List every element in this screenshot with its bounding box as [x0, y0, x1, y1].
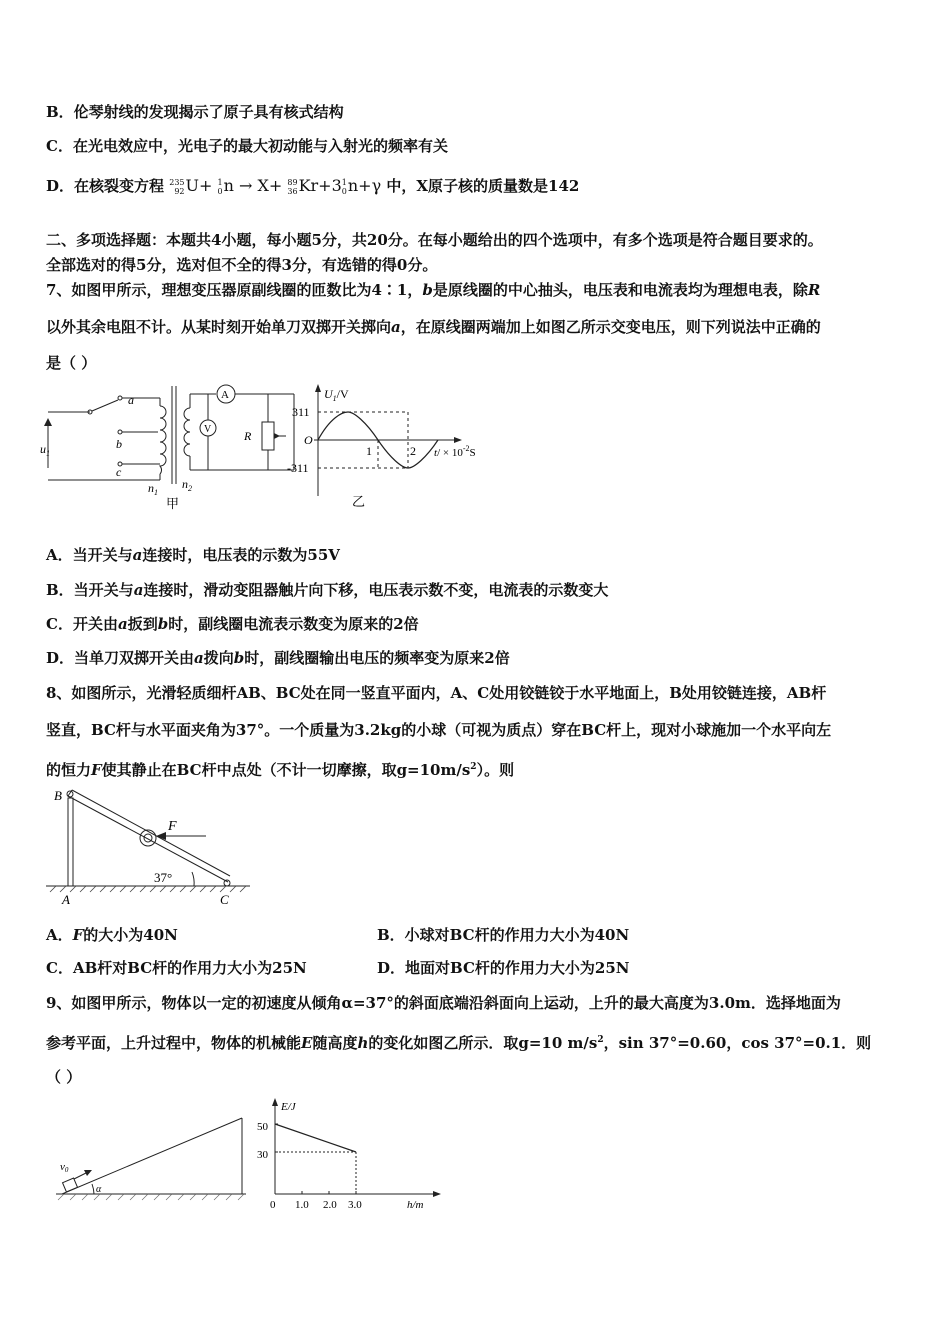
- v0-label: v0: [60, 1161, 69, 1174]
- tick-2-label: 2: [410, 444, 416, 458]
- x-tick-1: 1.0: [295, 1199, 309, 1211]
- q8-stem-2: 竖直，BC杆与水平面夹角为37°。一个质量为3.2kg的小球（可视为质点）穿在BC杆上，现对小球施加一个水平向左: [46, 721, 832, 739]
- tap-label-c: c: [116, 465, 122, 479]
- point-b-label: B: [54, 788, 62, 803]
- angle-label: 37°: [154, 870, 173, 885]
- q8-stem-3: 的恒力F使其静止在BC杆中点处（不计一切摩擦，取$g=10m/s^2$）。则: [46, 761, 515, 779]
- graph-x-label: $t/ \times 10^{-2}S$: [434, 444, 476, 459]
- y-tick-50: 50: [257, 1121, 268, 1133]
- point-a-label: A: [62, 892, 70, 907]
- q7-option-c: C．开关由a扳到b时，副线圈电流表示数变为原来的2倍: [46, 615, 419, 633]
- fission-equation: 235 92 U+ 1 0 n → X+ 89 36 Kr+3 1 0 n+γ: [169, 176, 382, 196]
- y-tick-30: 30: [257, 1149, 268, 1161]
- n1-label: $n_1$: [148, 481, 158, 497]
- caption-jia: 甲: [166, 496, 180, 511]
- ground-hatching: [50, 886, 246, 892]
- incline-ground-hatching: [58, 1194, 244, 1200]
- q7-stem-3: 是（ ）: [46, 354, 97, 372]
- tap-label-b: b: [116, 437, 122, 451]
- q8-option-b: B．小球对BC杆的作用力大小为40N: [377, 926, 630, 944]
- caption-yi: 乙: [352, 494, 366, 509]
- x-tick-2: 2.0: [323, 1199, 337, 1211]
- q7-figure: [40, 378, 510, 514]
- origin-label: O: [304, 433, 313, 447]
- q7-option-d: D．当单刀双掷开关由a拨向b时，副线圈输出电压的频率变为原来2倍: [46, 649, 510, 667]
- q7-stem-2: 以外其余电阻不计。从某时刻开始单刀双掷开关掷向a，在原线圈两端加上如图乙所示交变电压，则下列说法中正确的: [46, 318, 821, 336]
- alpha-label: α: [96, 1184, 102, 1195]
- resistor-label: R: [244, 429, 252, 443]
- q8-option-c: C．AB杆对BC杆的作用力大小为25N: [46, 959, 307, 977]
- u1-label: $u_1$: [40, 442, 50, 458]
- y-max-label: 311: [292, 405, 310, 419]
- voltmeter-label: V: [204, 424, 212, 435]
- x-tick-3: 3.0: [348, 1199, 362, 1211]
- q7-circuit-primary: [48, 385, 294, 484]
- n2-label: $n_2$: [182, 477, 192, 493]
- tick-1-label: 1: [366, 444, 372, 458]
- section2-heading: 二、多项选择题：本题共4小题，每小题5分，共20分。在每小题给出的四个选项中，有多个选项是符合题目要求的。: [46, 231, 823, 249]
- q7-stem-1: 7、如图甲所示，理想变压器原副线圈的匝数比为4∶1，b是原线圈的中心抽头，电压表和电流表均为理想电表，除R: [46, 281, 821, 299]
- q8-stem-1: 8、如图所示，光滑轻质细杆AB、BC处在同一竖直平面内，A、C处用铰链铰于水平地面上，B处用铰链连接，AB杆: [46, 684, 827, 702]
- q7-option-a: A．当开关与a连接时，电压表的示数为55V: [46, 546, 340, 564]
- q8-figure: [44, 786, 256, 910]
- q7-voltage-graph: [314, 388, 458, 496]
- energy-line: [275, 1124, 356, 1152]
- option-c-q6: C．在光电效应中，光电子的最大初动能与入射光的频率有关: [46, 137, 448, 155]
- q9-stem-1: 9、如图甲所示，物体以一定的初速度从倾角α=37°的斜面底端沿斜面向上运动，上升的最大高度为3.0m．选择地面为: [46, 994, 841, 1012]
- section2-note: 全部选对的得5分，选对但不全的得3分，有选错的得0分。: [46, 256, 438, 274]
- height-axis-label: h/m: [407, 1199, 424, 1211]
- q9-incline-figure: [50, 1110, 250, 1210]
- energy-axis-label: E/J: [281, 1101, 296, 1113]
- q7-option-b: B．当开关与a连接时，滑动变阻器触片向下移，电压表示数不变，电流表的示数变大: [46, 581, 609, 599]
- point-c-label: C: [220, 892, 229, 907]
- option-d-q6: D．在核裂变方程 235 92 U+ 1 0 n → X+ 89 36 Kr+3 1 0 n+γ 中，X原子核的质量数是142: [46, 176, 580, 196]
- y-min-label: -311: [287, 461, 309, 475]
- option-b-q6: B．伦琴射线的发现揭示了原子具有核式结构: [46, 103, 344, 121]
- ammeter-label: A: [221, 389, 229, 401]
- q8-option-a: A．F的大小为40N: [46, 926, 178, 944]
- q9-stem-3: （ ）: [46, 1068, 82, 1086]
- q9-stem-2: 参考平面，上升过程中，物体的机械能E随高度h的变化如图乙所示．取g=10 $m/s^2$，sin 37°=0.60，cos 37°=0.1．则: [46, 1034, 872, 1052]
- x-tick-0: 0: [270, 1199, 276, 1211]
- force-f-label: F: [168, 819, 177, 834]
- graph-y-label: $U_1/V$: [324, 387, 349, 403]
- switch-label-a: a: [128, 393, 134, 407]
- q8-option-d: D．地面对BC杆的作用力大小为25N: [377, 959, 630, 977]
- q9-energy-graph: [255, 1094, 445, 1218]
